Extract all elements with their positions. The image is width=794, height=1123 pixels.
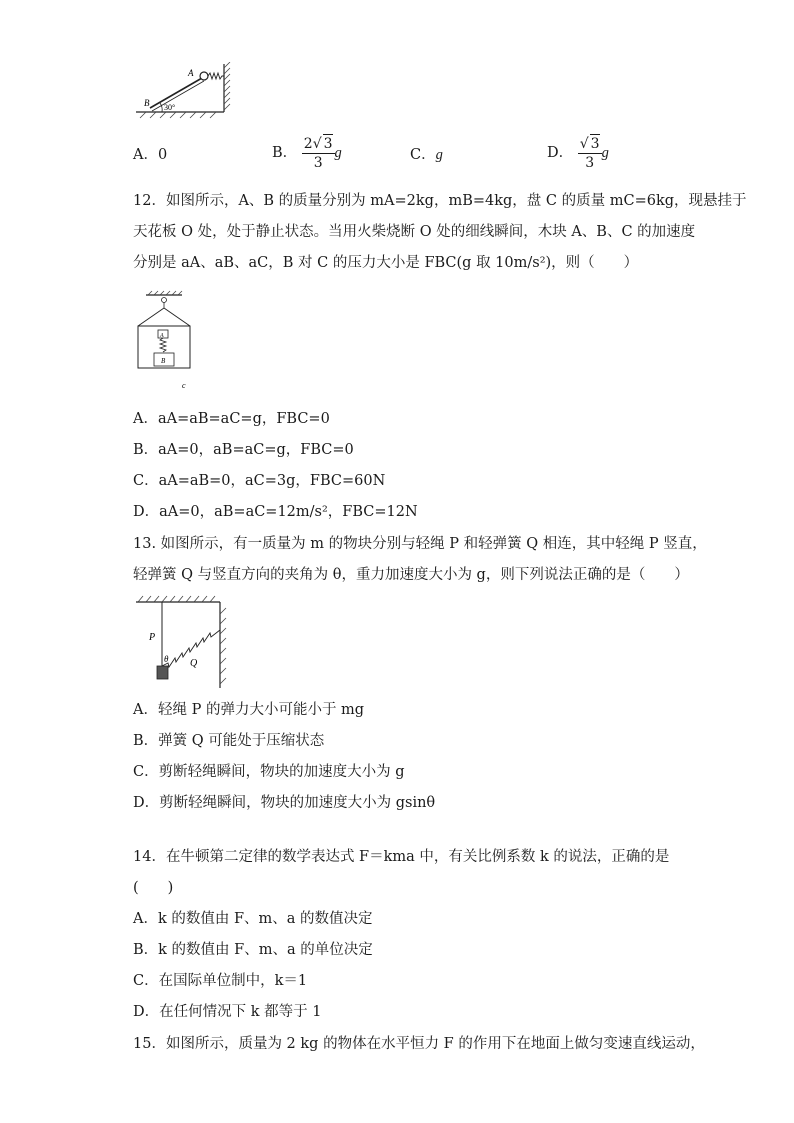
option-letter: B．	[272, 145, 298, 161]
fraction: $\frac{2√ 3}{3}$	[303, 136, 333, 171]
q14-option-d[interactable]: D．在任何情况下 k 都等于 1	[133, 1004, 322, 1020]
q13-label-theta: θ	[164, 654, 169, 664]
option-letter: D．	[547, 145, 574, 161]
q14-option-c[interactable]: C．在国际单位制中，k＝1	[133, 973, 308, 989]
q11-label-b: B	[144, 98, 150, 108]
q14-stem-line2: ( )	[133, 880, 174, 896]
q13-label-p: P	[149, 632, 156, 643]
q14-option-a[interactable]: A．k 的数值由 F、m、a 的数值决定	[133, 911, 373, 927]
q11-angle-label: 30°	[164, 103, 176, 112]
option-text: g	[435, 147, 443, 163]
sqrt-sign: √	[312, 136, 322, 152]
q12-stem-line2: 天花板 O 处，处于静止状态。当用火柴烧断 O 处的细线瞬间，木块 A、B、C 的加速度	[133, 224, 696, 240]
q12-label-b: B	[161, 357, 166, 365]
q13-stem-line2: 轻弹簧 Q 与竖直方向的夹角为 θ，重力加速度大小为 g，则下列说法正确的是（ ）	[133, 567, 689, 583]
q12-option-b[interactable]: B．aA=0，aB=aC=g，FBC=0	[133, 442, 354, 458]
q13-stem-line1: 13. 如图所示，有一质量为 m 的物块分别与轻绳 P 和轻弹簧 Q 相连，其中轻绳 P 竖直，	[133, 536, 707, 552]
q13-rope-spring-figure	[132, 594, 232, 690]
q11-incline-figure	[130, 62, 240, 120]
q13-label-q: Q	[190, 658, 198, 669]
q12-hanging-box-figure	[130, 290, 210, 394]
q11-option-d[interactable]: D． $\frac{√ 3}{3}$ g	[547, 136, 609, 171]
q11-option-c[interactable]	[410, 145, 443, 165]
q13-option-b[interactable]: B．弹簧 Q 可能处于压缩状态	[133, 733, 325, 749]
option-text: 0	[157, 147, 168, 163]
q11-label-a: A	[188, 68, 194, 78]
fraction: $\frac{√ 3}{3}$	[579, 136, 600, 171]
q14-option-b[interactable]: B．k 的数值由 F、m、a 的单位决定	[133, 942, 373, 958]
q12-label-c: c	[182, 381, 186, 390]
q12-option-c[interactable]: C．aA=aB=0，aC=3g，FBC=60N	[133, 473, 386, 489]
q13-option-d[interactable]: D．剪断轻绳瞬间，物块的加速度大小为 gsinθ	[133, 795, 436, 811]
q15-stem-line1: 15．如图所示，质量为 2 kg 的物体在水平恒力 F 的作用下在地面上做匀变速直线运动，	[133, 1036, 705, 1052]
q14-stem-line1: 14．在牛顿第二定律的数学表达式 F＝kma 中，有关比例系数 k 的说法，正确的是	[133, 849, 670, 865]
q11-option-a[interactable]	[133, 145, 167, 165]
q12-stem-line3: 分别是 aA、aB、aC，B 对 C 的压力大小是 FBC(g 取 10m/s²)，则（ ）	[133, 255, 639, 271]
q12-option-d[interactable]: D．aA=0，aB=aC=12m/s²，FBC=12N	[133, 504, 418, 520]
option-letter: A．	[133, 147, 158, 163]
q13-option-a[interactable]: A．轻绳 P 的弹力大小可能小于 mg	[133, 702, 365, 718]
q12-option-a[interactable]: A．aA=aB=aC=g，FBC=0	[133, 411, 330, 427]
q11-option-b[interactable]: B． $\frac{2√ 3}{3}$ g	[272, 136, 342, 171]
q13-option-c[interactable]: C．剪断轻绳瞬间，物块的加速度大小为 g	[133, 764, 405, 780]
sqrt-sign: √	[579, 136, 589, 152]
option-letter: C．	[410, 147, 436, 163]
q12-label-a: A	[160, 333, 164, 339]
q12-stem-line1: 12．如图所示，A、B 的质量分别为 mA=2kg，mB=4kg，盘 C 的质量 mC=6kg，现悬挂于	[133, 193, 747, 209]
